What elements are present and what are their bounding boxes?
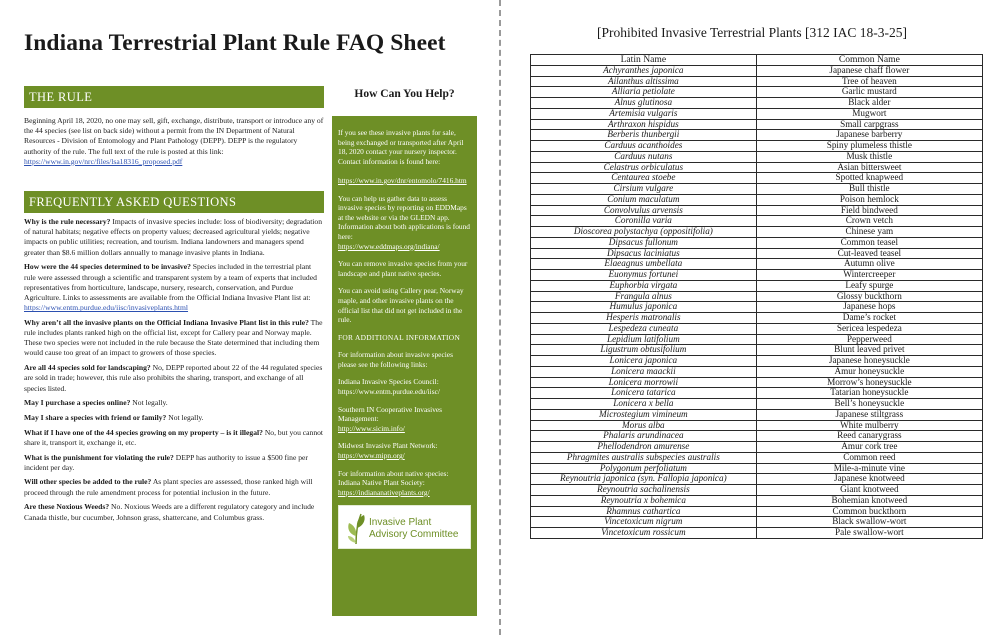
faq-answer: Not legally.	[166, 412, 204, 422]
table-row	[531, 517, 983, 528]
resource-label: Indiana Invasive Species Council:	[338, 377, 439, 387]
latin-name-cell: Lepidium latifolium	[531, 334, 757, 345]
common-name-cell: Tatarian honeysuckle	[756, 388, 982, 399]
common-name-cell: Black alder	[756, 98, 982, 109]
latin-name-cell: Berberis thunbergii	[531, 130, 757, 141]
common-name-cell: Glossy buckthorn	[756, 291, 982, 302]
common-name-cell: Poison hemlock	[756, 194, 982, 205]
table-row	[531, 205, 983, 216]
table-row	[531, 334, 983, 345]
faq-question: Are these Noxious Weeds?	[24, 502, 110, 512]
help-paragraph: You can avoid using Callery pear, Norway maple, and other invasive plants on the official list that did not get included in the rule.	[338, 286, 464, 325]
latin-name-cell: Ligustrum obtusifolium	[531, 345, 757, 356]
latin-name-cell: Reynoutria x bohemica	[531, 495, 757, 506]
latin-name-cell: Achyranthes japonica	[531, 65, 757, 76]
table-row	[531, 87, 983, 98]
help-paragraph: You can remove invasive species from your landscape and plant native species.	[338, 259, 468, 278]
faq-list	[24, 217, 324, 523]
faq-question: May I share a species with friend or family?	[24, 412, 167, 422]
common-name-cell: Reed canarygrass	[756, 431, 982, 442]
common-name-cell: Musk thistle	[756, 151, 982, 162]
table-row	[531, 184, 983, 195]
help-paragraph	[338, 128, 471, 186]
table-row	[531, 76, 983, 87]
rule-text: Beginning April 18, 2020, no one may sell, gift, exchange, distribute, transport or introduce any of the 44 species (see list on back side) without a permit from the IN Department of Natural Resources - Division of Entomology and Plant Pathology (DEPP). DEPP is the regulatory authority of the rule. The full text of the rule is posted at this link:	[24, 116, 324, 156]
help-paragraph	[338, 194, 471, 252]
logo-text	[369, 517, 458, 541]
table-row	[531, 194, 983, 205]
table-row	[531, 528, 983, 539]
table-row	[531, 485, 983, 496]
common-name-cell: Cut-leaved teasel	[756, 248, 982, 259]
table-row	[531, 65, 983, 76]
help-text: You can help us gather data to assess invasive species by reporting on EDDMaps at the website or via the GLEDN app. Information about both applications is found here:	[338, 193, 470, 241]
rule-heading: THE RULE	[24, 86, 324, 108]
latin-name-cell: Cirsium vulgare	[531, 184, 757, 195]
common-name-cell: Mile-a-minute vine	[756, 463, 982, 474]
logo-line: Invasive Plant	[369, 517, 432, 529]
common-name-cell: Japanese stiltgrass	[756, 409, 982, 420]
common-name-cell: Spotted knapweed	[756, 173, 982, 184]
table-title: [Prohibited Invasive Terrestrial Plants [312 IAC 18-3-25]	[597, 25, 907, 40]
latin-name-cell: Vincetoxicum rossicum	[531, 528, 757, 539]
table-row	[531, 141, 983, 152]
latin-name-cell: Artemisia vulgaris	[531, 108, 757, 119]
page-title: Indiana Terrestrial Plant Rule FAQ Sheet	[24, 30, 446, 56]
latin-name-cell: Carduus nutans	[531, 151, 757, 162]
plant-table	[530, 54, 983, 539]
faq-answer: As plant species are assessed, those ranked high will proceed through the rule amendment process for potential inclusion in the future.	[24, 477, 313, 497]
eddmaps-link[interactable]: https://www.eddmaps.org/indiana/	[338, 241, 440, 251]
latin-name-cell: Ailanthus altissima	[531, 76, 757, 87]
resource-item	[338, 469, 471, 498]
common-name-cell: Spiny plumeless thistle	[756, 141, 982, 152]
common-name-cell: Bull thistle	[756, 184, 982, 195]
faq-question: What if I have one of the 44 species growing on my property – is it illegal?	[24, 427, 263, 437]
table-row	[531, 366, 983, 377]
common-name-cell: Japanese barberry	[756, 130, 982, 141]
additional-info-heading: FOR ADDITIONAL INFORMATION	[338, 332, 461, 342]
latin-name-cell: Rhamnus cathartica	[531, 506, 757, 517]
latin-name-cell: Lonicera maackii	[531, 366, 757, 377]
table-row	[531, 377, 983, 388]
common-name-cell: Garlic mustard	[756, 87, 982, 98]
latin-name-cell: Phalaris arundinacea	[531, 431, 757, 442]
table-row	[531, 345, 983, 356]
latin-name-cell: Elaeagnus umbellata	[531, 259, 757, 270]
faq-answer: No. Noxious Weeds are a different regulatory category and include Canada thistle, bur cucumber, Johnson grass, shattercane, and Columbus grass.	[24, 502, 315, 522]
latin-name-cell: Centaurea stoebe	[531, 173, 757, 184]
table-row	[531, 162, 983, 173]
table-row	[531, 313, 983, 324]
latin-name-cell: Lonicera x bella	[531, 399, 757, 410]
table-header-row	[531, 55, 983, 66]
latin-name-cell: Conium maculatum	[531, 194, 757, 205]
help-paragraph: For information about invasive species please see the following links:	[338, 350, 453, 369]
table-row	[531, 302, 983, 313]
sicim-link[interactable]: http://www.sicim.info/	[338, 423, 405, 433]
table-row	[531, 399, 983, 410]
latin-name-cell: Dipsacus fullonum	[531, 237, 757, 248]
common-name-cell: Small carpgrass	[756, 119, 982, 130]
common-name-cell: Field bindweed	[756, 205, 982, 216]
faq-question: What is the punishment for violating the rule?	[24, 452, 174, 462]
latin-name-cell: Lonicera japonica	[531, 356, 757, 367]
latin-name-cell: Lonicera tatarica	[531, 388, 757, 399]
inps-link[interactable]: https://indiananativeplants.org/	[338, 487, 430, 497]
table-row	[531, 431, 983, 442]
faq-answer: Impacts of invasive species include: loss of biodiversity; degradation of natural habitats; negative effects on property values; decreased agricultural yields; negative impacts on public utilities; recreation, and tourism. Indiana landowners and managers spend greater than $8.6 million dollars annually to manage invasive plants in Indiana.	[24, 217, 323, 257]
common-name-cell: White mulberry	[756, 420, 982, 431]
table-row	[531, 388, 983, 399]
resource-item	[338, 405, 471, 434]
faq-answer: The rule includes plants ranked high on the official list, except for Callery pear and Norway maple. These two species were not included in the rule because the State determined that including them would cause too great of an impact to growers of those species.	[24, 317, 323, 358]
iisc-link[interactable]: https://www.entm.purdue.edu/iisc/	[338, 387, 440, 397]
column-header-latin: Latin Name	[531, 55, 757, 66]
faq-question: May I purchase a species online?	[24, 398, 131, 408]
latin-name-cell: Lespedeza cuneata	[531, 323, 757, 334]
page-divider	[499, 0, 501, 635]
resource-label: Southern IN Cooperative Invasives Management:	[338, 404, 443, 424]
latin-name-cell: Dipsacus laciniatus	[531, 248, 757, 259]
faq-answer: DEPP has authority to issue a $500 fine per incident per day.	[24, 452, 308, 472]
ipac-logo	[338, 505, 471, 549]
faq-question: Why is the rule necessary?	[24, 217, 111, 227]
latin-name-cell: Carduus acanthoides	[531, 141, 757, 152]
faq-question: Are all 44 species sold for landscaping?	[24, 363, 151, 373]
common-name-cell: Asian bittersweet	[756, 162, 982, 173]
common-name-cell: Wintercreeper	[756, 270, 982, 281]
latin-name-cell: Phragmites australis subspecies australis	[531, 452, 757, 463]
table-row	[531, 323, 983, 334]
resource-label: For information about native species: Indiana Native Plant Society:	[338, 468, 449, 488]
latin-name-cell: Convolvulus arvensis	[531, 205, 757, 216]
latin-name-cell: Euonymus fortunei	[531, 270, 757, 281]
leaf-logo-icon	[345, 510, 367, 546]
common-name-cell: Chinese yam	[756, 227, 982, 238]
table-row	[531, 506, 983, 517]
table-row	[531, 270, 983, 281]
common-name-cell: Tree of heaven	[756, 76, 982, 87]
faq-item	[24, 413, 324, 423]
common-name-cell: Pale swallow-wort	[756, 528, 982, 539]
latin-name-cell: Arthraxon hispidus	[531, 119, 757, 130]
table-row	[531, 409, 983, 420]
common-name-cell: Mugwort	[756, 108, 982, 119]
common-name-cell: Pepperweed	[756, 334, 982, 345]
table-row	[531, 442, 983, 453]
common-name-cell: Bohemian knotweed	[756, 495, 982, 506]
table-row	[531, 119, 983, 130]
mipn-link[interactable]: https://www.mipn.org/	[338, 451, 405, 461]
faq-question: How were the 44 species determined to be invasive?	[24, 262, 191, 272]
common-name-cell: Japanese honeysuckle	[756, 356, 982, 367]
faq-item	[24, 318, 324, 359]
table-row	[531, 495, 983, 506]
latin-name-cell: Vincetoxicum nigrum	[531, 517, 757, 528]
help-box	[332, 116, 477, 616]
table-row	[531, 463, 983, 474]
faq-link[interactable]: https://www.entm.purdue.edu/iisc/invasiveplants.html	[24, 303, 189, 313]
faq-item	[24, 262, 324, 313]
table-row	[531, 130, 983, 141]
faq-item	[24, 502, 324, 522]
common-name-cell: Crown vetch	[756, 216, 982, 227]
table-row	[531, 420, 983, 431]
help-heading: How Can You Help?	[354, 88, 455, 100]
latin-name-cell: Reynoutria japonica (syn. Fallopia japonica)	[531, 474, 757, 485]
latin-name-cell: Dioscorea polystachya (oppositifolia)	[531, 227, 757, 238]
faq-item	[24, 363, 324, 394]
faq-answer: No, DEPP reported about 22 of the 44 regulated species are sold in trade; however, this rule also prohibits the sharing, transport, and exchange of all species listed.	[24, 363, 323, 393]
latin-name-cell: Lonicera morrowii	[531, 377, 757, 388]
table-row	[531, 259, 983, 270]
column-header-common: Common Name	[756, 55, 982, 66]
common-name-cell: Morrow’s honeysuckle	[756, 377, 982, 388]
table-row	[531, 237, 983, 248]
common-name-cell: Common teasel	[756, 237, 982, 248]
table-body	[531, 65, 983, 538]
latin-name-cell: Alliaria petiolate	[531, 87, 757, 98]
latin-name-cell: Microstegium vimineum	[531, 409, 757, 420]
faq-item	[24, 398, 324, 408]
latin-name-cell: Polygonum perfoliatum	[531, 463, 757, 474]
common-name-cell: Japanese hops	[756, 302, 982, 313]
faq-question: Why aren’t all the invasive plants on the Official Indiana Invasive Plant list in this rule?	[24, 317, 309, 327]
common-name-cell: Black swallow-wort	[756, 517, 982, 528]
common-name-cell: Amur honeysuckle	[756, 366, 982, 377]
common-name-cell: Japanese knotweed	[756, 474, 982, 485]
table-row	[531, 98, 983, 109]
resource-label: Midwest Invasive Plant Network:	[338, 441, 438, 451]
nursery-inspector-link[interactable]: https://www.in.gov/dnr/entomolo/7416.htm	[338, 175, 467, 185]
latin-name-cell: Reynoutria sachalinensis	[531, 485, 757, 496]
common-name-cell: Common reed	[756, 452, 982, 463]
latin-name-cell: Hesperis matronalis	[531, 313, 757, 324]
common-name-cell: Japanese chaff flower	[756, 65, 982, 76]
help-text: If you see these invasive plants for sale, being exchanged or transported after April 18, 2020 contact your nursery inspector. Contact information is found here:	[338, 128, 464, 166]
latin-name-cell: Coronilla varia	[531, 216, 757, 227]
rule-link[interactable]: https://www.in.gov/nrc/files/lsa18316_proposed.pdf	[24, 156, 183, 166]
table-row	[531, 173, 983, 184]
common-name-cell: Giant knotweed	[756, 485, 982, 496]
table-row	[531, 280, 983, 291]
faq-answer: Species included in the terrestrial plant rule were assessed through a scientific and transparent system by a team of experts that included representatives from horticulture, landscape, nursery, research, conservation, and Purdue Agriculture. Links to assessments are available from the Official Indiana Invasive Plant list at:	[24, 262, 317, 302]
faq-item	[24, 428, 324, 448]
common-name-cell: Sericea lespedeza	[756, 323, 982, 334]
latin-name-cell: Euphorbia virgata	[531, 280, 757, 291]
latin-name-cell: Phellodendron amurense	[531, 442, 757, 453]
faq-item	[24, 217, 324, 258]
faq-answer: Not legally.	[130, 398, 168, 408]
table-row	[531, 452, 983, 463]
resource-item	[338, 377, 471, 396]
common-name-cell: Amur cork tree	[756, 442, 982, 453]
common-name-cell: Blunt leaved privet	[756, 345, 982, 356]
faq-item	[24, 453, 324, 473]
latin-name-cell: Morus alba	[531, 420, 757, 431]
table-row	[531, 474, 983, 485]
common-name-cell: Bell’s honeysuckle	[756, 399, 982, 410]
main-column	[24, 86, 324, 527]
latin-name-cell: Humulus japonica	[531, 302, 757, 313]
help-column	[332, 88, 477, 616]
faq-question: Will other species be added to the rule?	[24, 477, 152, 487]
latin-name-cell: Celastrus orbiculatus	[531, 162, 757, 173]
faq-answer: No, but you cannot share it, transport it, exchange it, etc.	[24, 427, 324, 447]
faq-page	[0, 0, 496, 635]
common-name-cell: Leafy spurge	[756, 280, 982, 291]
table-row	[531, 108, 983, 119]
table-row	[531, 216, 983, 227]
table-row	[531, 151, 983, 162]
faq-heading: FREQUENTLY ASKED QUESTIONS	[24, 191, 324, 213]
resource-item	[338, 441, 471, 460]
table-row	[531, 291, 983, 302]
rule-paragraph	[24, 116, 324, 167]
table-row	[531, 356, 983, 367]
latin-name-cell: Frangula alnus	[531, 291, 757, 302]
table-row	[531, 248, 983, 259]
faq-item	[24, 477, 324, 497]
common-name-cell: Dame’s rocket	[756, 313, 982, 324]
table-row	[531, 227, 983, 238]
common-name-cell: Autumn olive	[756, 259, 982, 270]
common-name-cell: Common buckthorn	[756, 506, 982, 517]
plant-list-page	[504, 0, 1000, 635]
latin-name-cell: Alnus glutinosa	[531, 98, 757, 109]
logo-line: Advisory Committee	[369, 529, 459, 541]
